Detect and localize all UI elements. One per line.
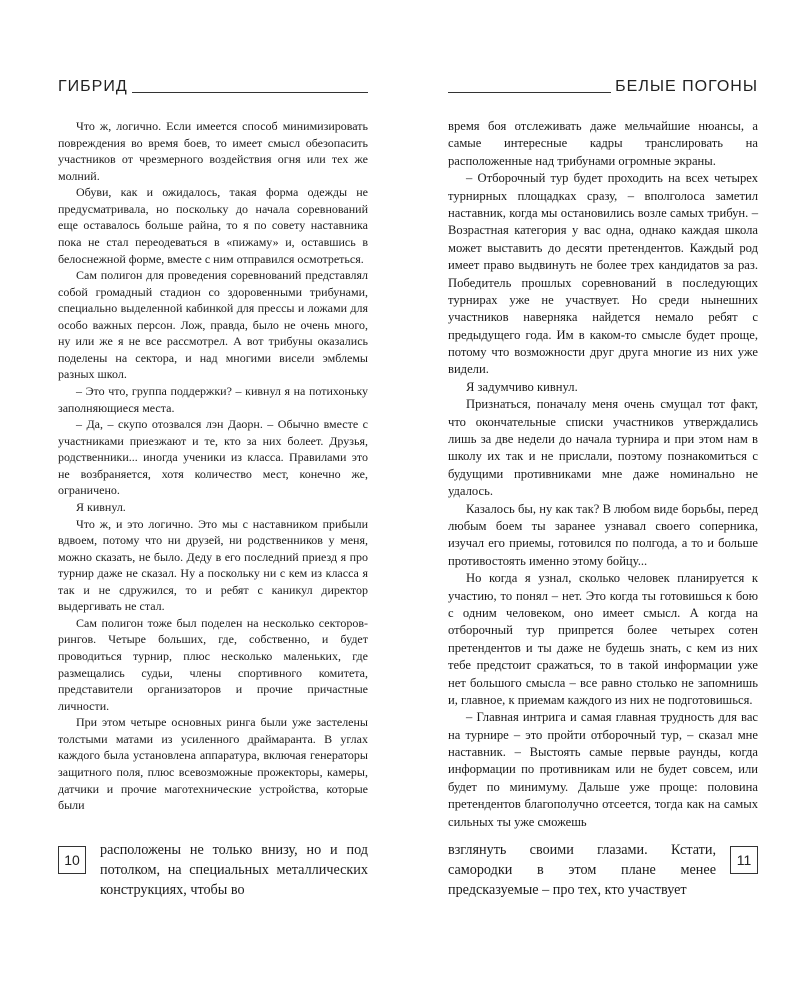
bottom-lines (100, 840, 368, 900)
paragraph: Я задумчиво кивнул. (466, 379, 578, 394)
running-head (448, 76, 758, 96)
tail-text: расположены не только внизу, но и под потолком, на специальных металлических конструкциях, чтобы во (100, 842, 368, 899)
body-text (58, 118, 368, 814)
header-rule (448, 92, 611, 93)
paragraph: Казалось бы, ну как так? В любом виде борьбы, перед любым боем ты заранее узнавал своего соперника, изучал его приемы, готовился по полгода, а то и больше противостоять именно этому бойцу... (448, 501, 758, 568)
paragraph: – Главная интрига и самая главная трудность для вас на турнире – это пройти отборочный тур, – сказал мне наставник. – Выстоять самые первые раунды, когда информации по противникам или не будет совсем, или будет по минимуму. Дальше уже проще: половина претендентов благополучно отсеется, тогда как на самых сильных ты уже сможешь (448, 710, 758, 829)
paragraph: Я кивнул. (76, 499, 126, 514)
paragraph: Признаться, поначалу меня очень смущал тот факт, что окончательные списки участников утверждались лишь за две недели до начала турнира и при этом нам в школу их так и не прислали, поэтому познакомиться с будущими противниками мне даже номинально не удалось. (448, 397, 758, 499)
page-number: 10 (58, 846, 86, 874)
paragraph: – Это что, группа поддержки? – кивнул я на потихоньку заполняющиеся места. (58, 384, 368, 415)
right-page (400, 0, 800, 1000)
book-title: БЕЛЫЕ ПОГОНЫ (615, 78, 758, 95)
paragraph: При этом четыре основных ринга были уже застелены толстыми матами из усиленного драймаранта. В углах каждого была установлена аппаратура, включая генераторы защитного поля, плюс всевозможные прожекторы, камеры, датчики и прочие маготехнические устройства, которые были (58, 715, 368, 813)
running-head (58, 76, 368, 96)
paragraph: Обуви, как и ожидалось, такая форма одежды не предусматривала, но поскольку до начала соревнований еще оставалось больше райна, то я по совету наставника пока не стал переодеваться в «пижаму» и, оставшись в белоснежной форме, вместе с ним отправился осмотреться. (58, 185, 368, 266)
body-text (448, 118, 758, 831)
tail-text: взглянуть своими глазами. Кстати, самородки в этом плане менее предсказуемые – про тех, кто участвует (448, 842, 716, 899)
book-title: ГИБРИД (58, 78, 128, 95)
page-number: 11 (730, 846, 758, 874)
paragraph: Сам полигон для проведения соревнований представлял собой громадный стадион со здоровенными трибунами, специально выделенной кабинкой для прессы и ложами для особо важных персон. Лож, правда, было не очень много, ну или же я не все рассмотрел. А вот трибуны оказались поделены на сектора, и над многими висели эмблемы разных школ. (58, 268, 368, 382)
paragraph: Что ж, и это логично. Это мы с наставником прибыли вдвоем, потому что ни друзей, ни родственников у меня, можно сказать, не было. Деду в его последний приезд я про турнир даже не сказал. Ну а поскольку ни с кем из класса я так и не сдружился, то и ребят с каникул директор выдергивать не стал. (58, 516, 368, 614)
paragraph: Что ж, логично. Если имеется способ минимизировать повреждения во время боев, то имеет смысл обезопасить участников от чрезмерного воздействия огня или тех же молний. (58, 119, 368, 183)
bottom-lines (448, 840, 716, 900)
paragraph: время боя отслеживать даже мельчайшие нюансы, а самые интересные кадры транслировать на расположенные над трибунами огромные экраны. (448, 119, 758, 168)
paragraph: Но когда я узнал, сколько человек планируется к участию, то понял – нет. Это когда ты готовишься к бою с одним человеком, оно имеет смысл. А когда на отборочный тур припрется более четырех сотен претендентов и ты даже не будешь знать, с кем из них тебе предстоит сражаться, то в такой информации уже нет большого смысла – все равно столько не запомнишь и, главное, к приемам каждого из них не подготовишься. (448, 571, 758, 707)
paragraph: – Отборочный тур будет проходить на всех четырех турнирных площадках сразу, – вполголоса заметил наставник, когда мы остановились возле самых трибун. – Возрастная категория у вас одна, однако каждая школа может выставить до десяти претендентов. Каждый род имеет право выдвинуть не более трех кандидатов за раз. Победитель прошлых соревнований в последующих турнирах уже не участвует. Но среди нынешних участников наверняка найдется немало ребят с предыдущего года. Им в каком-то смысле будет проще, потому что возможности друг друга многие из них уже видели. (448, 171, 758, 377)
header-rule (132, 92, 368, 93)
paragraph: Сам полигон тоже был поделен на несколько секторов-рингов. Четыре больших, где, собственно, и будет проводиться турнир, плюс несколько маленьких, где размещались судьи, члены спортивного комитета, представители организаторов и прочие причастные личности. (58, 615, 368, 713)
paragraph: – Да, – скупо отозвался лэн Даорн. – Обычно вместе с участниками приезжают и те, кто за них болеет. Друзья, родственники... иногда ученики из класса. Правилами это не возбраняется, хотя количество мест, конечно же, ограничено. (58, 417, 368, 498)
